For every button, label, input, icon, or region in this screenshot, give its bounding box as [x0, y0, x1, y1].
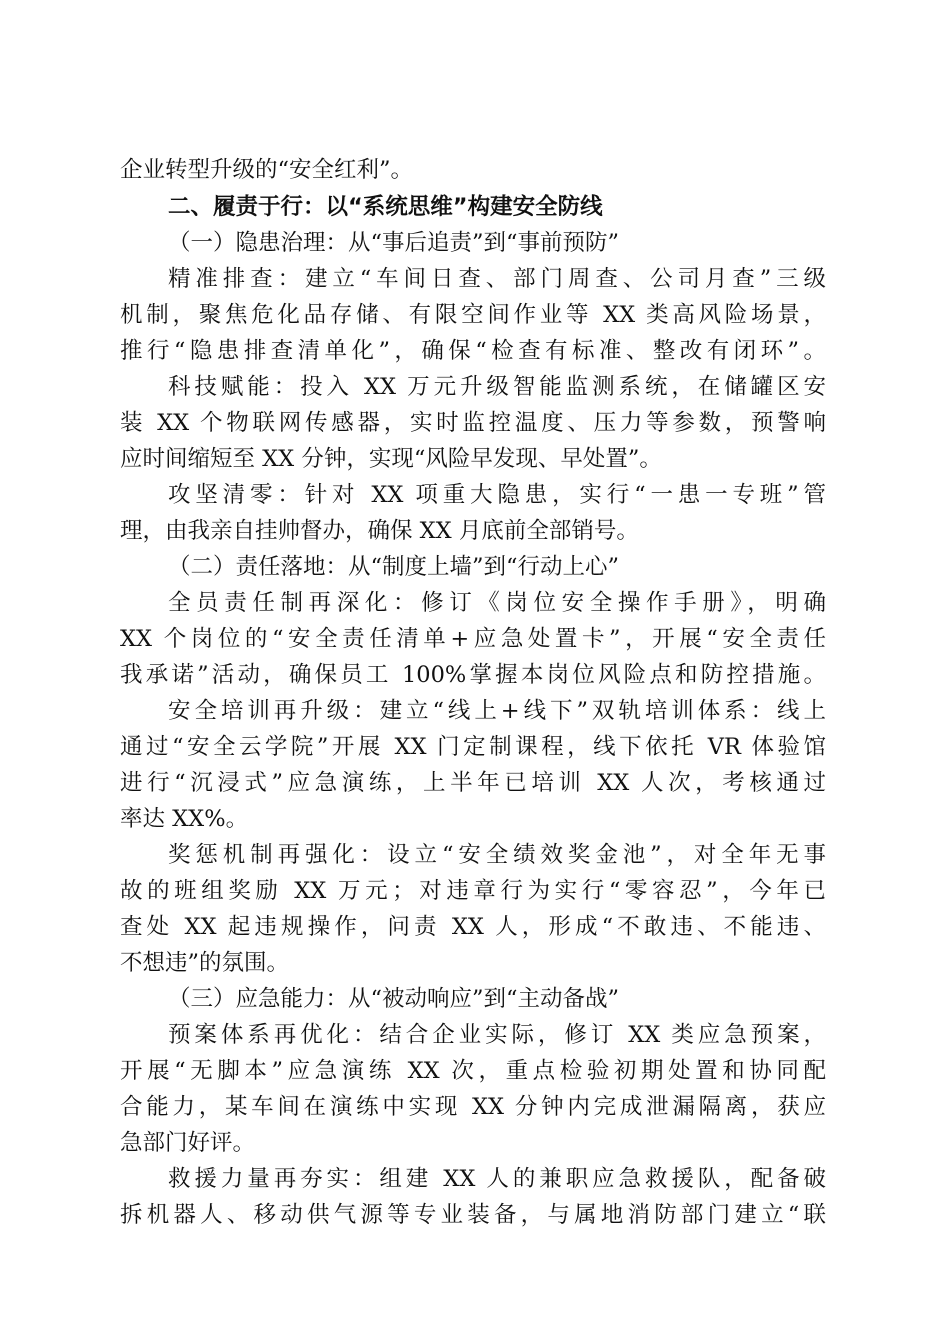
section-heading: 二、履责于行：以“系统思维”构建安全防线 [168, 194, 603, 220]
paragraph-line: 科技赋能：投入 XX 万元升级智能监测系统，在储罐区安 [168, 374, 826, 400]
subsection-heading: （三）应急能力：从“被动响应”到“主动备战” [168, 986, 620, 1012]
paragraph-line: 精准排查：建立“车间日查、部门周查、公司月查”三级 [168, 266, 826, 292]
text-line: 企业转型升级的“安全红利”。 [120, 157, 414, 183]
paragraph-line: 查处 XX 起违规操作，问责 XX 人，形成“不敢违、不能违、 [120, 914, 826, 940]
paragraph-line: 开展“无脚本”应急演练 XX 次，重点检验初期处置和协同配 [120, 1058, 826, 1084]
paragraph-line: 合能力，某车间在演练中实现 XX 分钟内完成泄漏隔离，获应 [120, 1094, 826, 1120]
paragraph-line: 拆机器人、移动供气源等专业装备，与属地消防部门建立“联 [120, 1202, 826, 1228]
paragraph-line: 救援力量再夯实：组建 XX 人的兼职应急救援队，配备破 [168, 1166, 826, 1192]
paragraph-line: 急部门好评。 [120, 1130, 256, 1156]
paragraph-line: 装 XX 个物联网传感器，实时监控温度、压力等参数，预警响 [120, 410, 826, 436]
subsection-heading: （一）隐患治理：从“事后追责”到“事前预防” [168, 230, 620, 256]
paragraph-line: 预案体系再优化：结合企业实际，修订 XX 类应急预案， [168, 1022, 826, 1048]
paragraph-line: 率达 XX%。 [120, 806, 249, 832]
paragraph-line: 全员责任制再深化：修订《岗位安全操作手册》，明确 [168, 590, 826, 616]
paragraph-line: 攻坚清零：针对 XX 项重大隐患，实行“一患一专班”管 [168, 482, 826, 508]
paragraph-line: 通过“安全云学院”开展 XX 门定制课程，线下依托 VR 体验馆 [120, 734, 826, 760]
paragraph-line: 理，由我亲自挂帅督办，确保 XX 月底前全部销号。 [120, 518, 639, 544]
paragraph-line: XX 个岗位的“安全责任清单+应急处置卡”，开展“安全责任 [120, 626, 826, 652]
paragraph-line: 机制，聚焦危化品存储、有限空间作业等 XX 类高风险场景， [120, 302, 826, 328]
paragraph-line: 我承诺”活动，确保员工 100%掌握本岗位风险点和防控措施。 [120, 662, 826, 688]
paragraph-line: 进行“沉浸式”应急演练，上半年已培训 XX 人次，考核通过 [120, 770, 826, 796]
paragraph-line: 奖惩机制再强化：设立“安全绩效奖金池”，对全年无事 [168, 842, 826, 868]
subsection-heading: （二）责任落地：从“制度上墙”到“行动上心” [168, 554, 620, 580]
paragraph-line: 应时间缩短至 XX 分钟，实现“风险早发现、早处置”。 [120, 446, 662, 472]
paragraph-line: 安全培训再升级：建立“线上+线下”双轨培训体系：线上 [168, 698, 826, 724]
paragraph-line: 推行“隐患排查清单化”，确保“检查有标准、整改有闭环”。 [120, 338, 826, 364]
paragraph-line: 不想违”的氛围。 [120, 950, 290, 976]
paragraph-line: 故的班组奖励 XX 万元；对违章行为实行“零容忍”，今年已 [120, 878, 826, 904]
